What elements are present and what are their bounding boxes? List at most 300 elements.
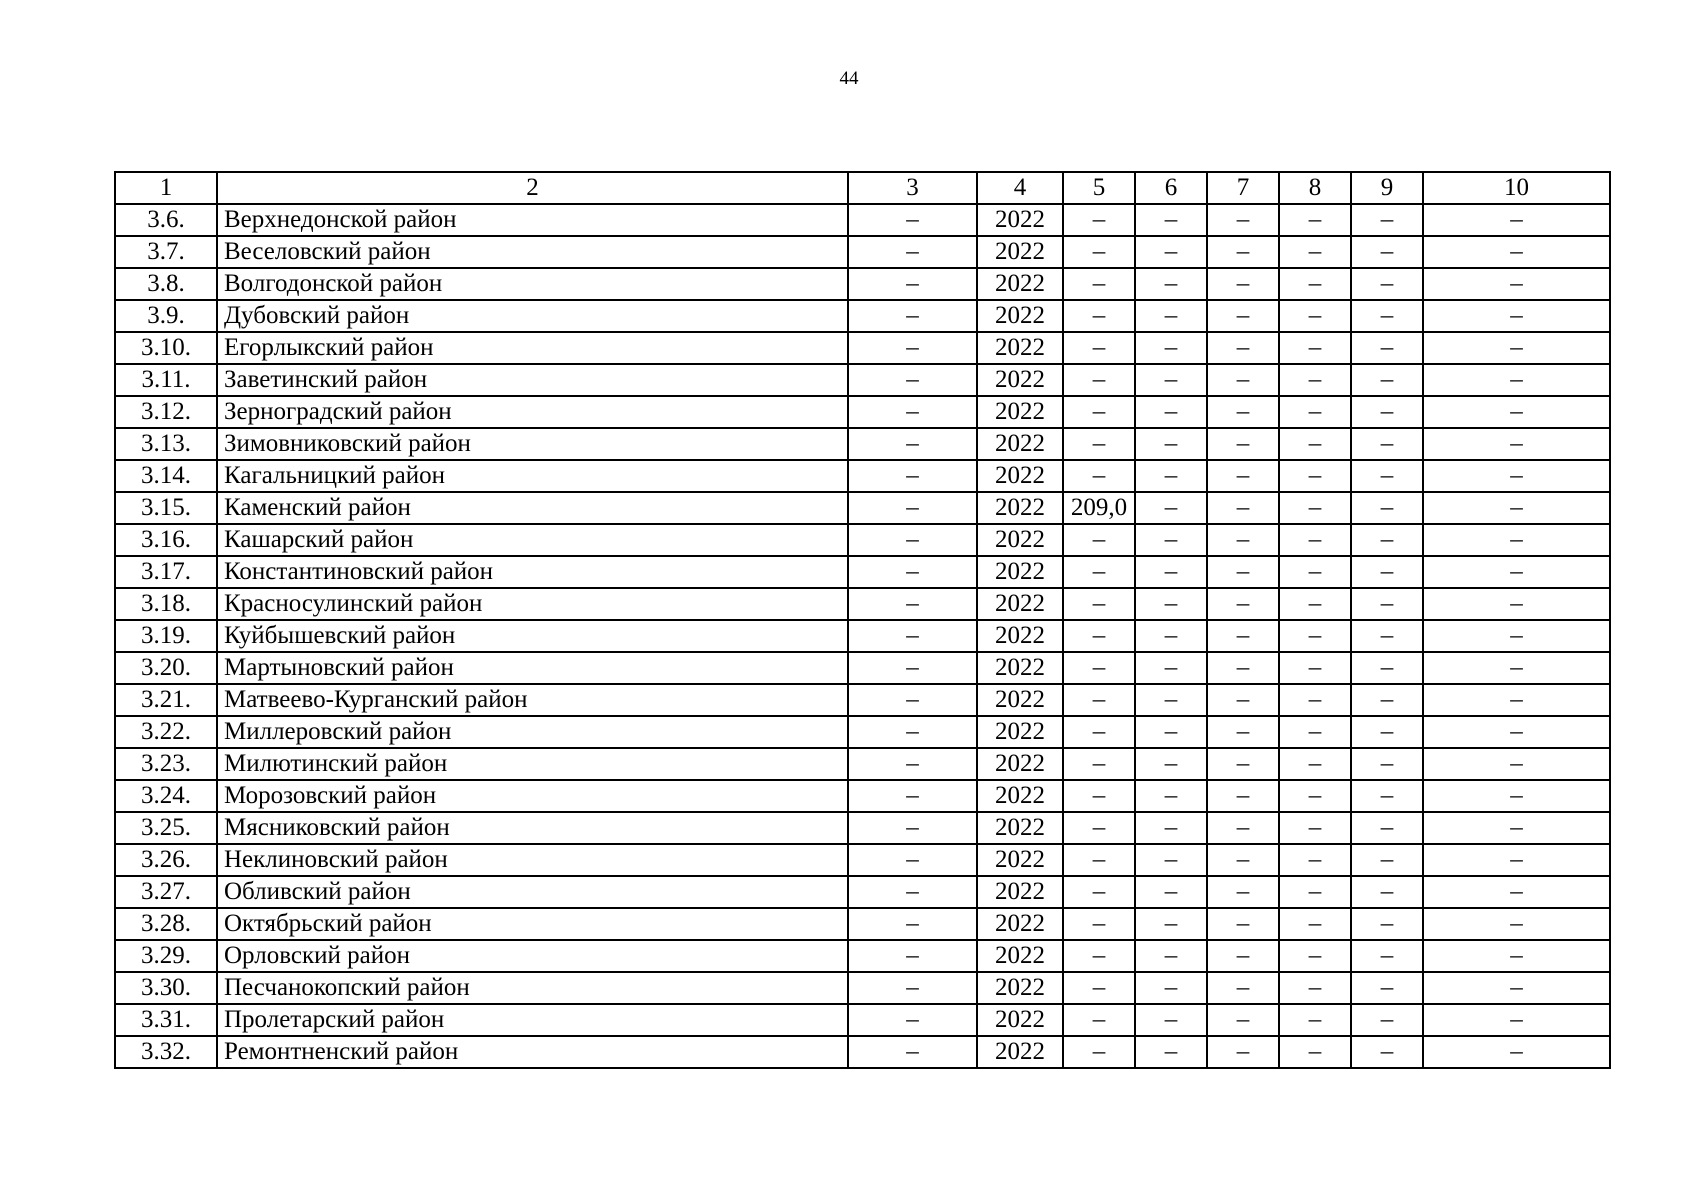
district-name-cell: Константиновский район bbox=[217, 556, 848, 588]
col-8-cell: – bbox=[1279, 844, 1351, 876]
row-number-cell: 3.26. bbox=[115, 844, 217, 876]
col-7-cell: – bbox=[1207, 940, 1279, 972]
col-7-cell: – bbox=[1207, 812, 1279, 844]
col-9-cell: – bbox=[1351, 716, 1423, 748]
table-row bbox=[115, 236, 1610, 268]
col-5-cell: – bbox=[1063, 428, 1135, 460]
row-number-cell: 3.21. bbox=[115, 684, 217, 716]
column-header-2: 2 bbox=[217, 172, 848, 204]
col-7-cell: – bbox=[1207, 748, 1279, 780]
col-8-cell: – bbox=[1279, 876, 1351, 908]
col-6-cell: – bbox=[1135, 876, 1207, 908]
col-10-cell: – bbox=[1423, 1036, 1610, 1068]
col-4-cell: 2022 bbox=[977, 844, 1063, 876]
col-5-cell: – bbox=[1063, 332, 1135, 364]
col-7-cell: – bbox=[1207, 1004, 1279, 1036]
row-number-cell: 3.9. bbox=[115, 300, 217, 332]
col-4-cell: 2022 bbox=[977, 1036, 1063, 1068]
col-3-cell: – bbox=[848, 684, 977, 716]
col-3-cell: – bbox=[848, 588, 977, 620]
col-8-cell: – bbox=[1279, 620, 1351, 652]
col-8-cell: – bbox=[1279, 364, 1351, 396]
district-name-cell: Дубовский район bbox=[217, 300, 848, 332]
column-header-3: 3 bbox=[848, 172, 977, 204]
col-7-cell: – bbox=[1207, 652, 1279, 684]
col-6-cell: – bbox=[1135, 1004, 1207, 1036]
district-name-cell: Веселовский район bbox=[217, 236, 848, 268]
col-10-cell: – bbox=[1423, 748, 1610, 780]
district-name-cell: Красносулинский район bbox=[217, 588, 848, 620]
district-name-cell: Куйбышевский район bbox=[217, 620, 848, 652]
col-10-cell: – bbox=[1423, 940, 1610, 972]
col-6-cell: – bbox=[1135, 268, 1207, 300]
table-row bbox=[115, 428, 1610, 460]
district-name-cell: Мясниковский район bbox=[217, 812, 848, 844]
row-number-cell: 3.32. bbox=[115, 1036, 217, 1068]
col-7-cell: – bbox=[1207, 364, 1279, 396]
row-number-cell: 3.24. bbox=[115, 780, 217, 812]
col-6-cell: – bbox=[1135, 684, 1207, 716]
col-10-cell: – bbox=[1423, 812, 1610, 844]
col-4-cell: 2022 bbox=[977, 204, 1063, 236]
col-7-cell: – bbox=[1207, 460, 1279, 492]
col-6-cell: – bbox=[1135, 812, 1207, 844]
col-4-cell: 2022 bbox=[977, 524, 1063, 556]
col-10-cell: – bbox=[1423, 908, 1610, 940]
col-9-cell: – bbox=[1351, 652, 1423, 684]
table-row bbox=[115, 972, 1610, 1004]
col-5-cell: – bbox=[1063, 620, 1135, 652]
col-3-cell: – bbox=[848, 428, 977, 460]
table-row bbox=[115, 396, 1610, 428]
col-6-cell: – bbox=[1135, 492, 1207, 524]
col-9-cell: – bbox=[1351, 428, 1423, 460]
col-5-cell: – bbox=[1063, 780, 1135, 812]
col-9-cell: – bbox=[1351, 876, 1423, 908]
col-8-cell: – bbox=[1279, 236, 1351, 268]
col-3-cell: – bbox=[848, 204, 977, 236]
column-header-7: 7 bbox=[1207, 172, 1279, 204]
district-name-cell: Орловский район bbox=[217, 940, 848, 972]
data-table bbox=[114, 171, 1611, 1069]
table-row bbox=[115, 780, 1610, 812]
column-header-10: 10 bbox=[1423, 172, 1610, 204]
district-name-cell: Ремонтненский район bbox=[217, 1036, 848, 1068]
col-3-cell: – bbox=[848, 940, 977, 972]
col-3-cell: – bbox=[848, 300, 977, 332]
col-10-cell: – bbox=[1423, 620, 1610, 652]
col-8-cell: – bbox=[1279, 428, 1351, 460]
col-6-cell: – bbox=[1135, 204, 1207, 236]
row-number-cell: 3.12. bbox=[115, 396, 217, 428]
row-number-cell: 3.27. bbox=[115, 876, 217, 908]
district-name-cell: Матвеево-Курганский район bbox=[217, 684, 848, 716]
col-5-cell: – bbox=[1063, 588, 1135, 620]
table-row bbox=[115, 204, 1610, 236]
col-3-cell: – bbox=[848, 748, 977, 780]
column-header-5: 5 bbox=[1063, 172, 1135, 204]
col-5-cell: – bbox=[1063, 652, 1135, 684]
column-header-6: 6 bbox=[1135, 172, 1207, 204]
col-6-cell: – bbox=[1135, 428, 1207, 460]
col-7-cell: – bbox=[1207, 780, 1279, 812]
col-5-cell: – bbox=[1063, 364, 1135, 396]
col-4-cell: 2022 bbox=[977, 492, 1063, 524]
district-name-cell: Волгодонской район bbox=[217, 268, 848, 300]
col-3-cell: – bbox=[848, 620, 977, 652]
col-8-cell: – bbox=[1279, 268, 1351, 300]
column-header-4: 4 bbox=[977, 172, 1063, 204]
table-row bbox=[115, 748, 1610, 780]
col-3-cell: – bbox=[848, 524, 977, 556]
table-row bbox=[115, 684, 1610, 716]
col-4-cell: 2022 bbox=[977, 620, 1063, 652]
col-4-cell: 2022 bbox=[977, 236, 1063, 268]
row-number-cell: 3.7. bbox=[115, 236, 217, 268]
col-6-cell: – bbox=[1135, 972, 1207, 1004]
row-number-cell: 3.23. bbox=[115, 748, 217, 780]
row-number-cell: 3.16. bbox=[115, 524, 217, 556]
col-5-cell: – bbox=[1063, 1036, 1135, 1068]
col-7-cell: – bbox=[1207, 268, 1279, 300]
col-6-cell: – bbox=[1135, 556, 1207, 588]
col-8-cell: – bbox=[1279, 556, 1351, 588]
col-5-cell: – bbox=[1063, 940, 1135, 972]
col-8-cell: – bbox=[1279, 524, 1351, 556]
col-7-cell: – bbox=[1207, 1036, 1279, 1068]
row-number-cell: 3.30. bbox=[115, 972, 217, 1004]
table-header-row bbox=[115, 172, 1610, 204]
row-number-cell: 3.25. bbox=[115, 812, 217, 844]
col-9-cell: – bbox=[1351, 1036, 1423, 1068]
district-name-cell: Кагальницкий район bbox=[217, 460, 848, 492]
col-3-cell: – bbox=[848, 972, 977, 1004]
col-5-cell: – bbox=[1063, 908, 1135, 940]
col-10-cell: – bbox=[1423, 460, 1610, 492]
col-4-cell: 2022 bbox=[977, 300, 1063, 332]
col-7-cell: – bbox=[1207, 844, 1279, 876]
col-6-cell: – bbox=[1135, 236, 1207, 268]
table-row bbox=[115, 1004, 1610, 1036]
col-9-cell: – bbox=[1351, 844, 1423, 876]
col-3-cell: – bbox=[848, 780, 977, 812]
col-8-cell: – bbox=[1279, 1004, 1351, 1036]
col-9-cell: – bbox=[1351, 332, 1423, 364]
col-6-cell: – bbox=[1135, 364, 1207, 396]
table-row bbox=[115, 300, 1610, 332]
district-name-cell: Неклиновский район bbox=[217, 844, 848, 876]
table-row bbox=[115, 588, 1610, 620]
row-number-cell: 3.28. bbox=[115, 908, 217, 940]
col-3-cell: – bbox=[848, 460, 977, 492]
row-number-cell: 3.22. bbox=[115, 716, 217, 748]
col-7-cell: – bbox=[1207, 876, 1279, 908]
table-row bbox=[115, 364, 1610, 396]
col-4-cell: 2022 bbox=[977, 652, 1063, 684]
page-number: 44 bbox=[839, 68, 859, 89]
col-9-cell: – bbox=[1351, 940, 1423, 972]
col-10-cell: – bbox=[1423, 972, 1610, 1004]
col-9-cell: – bbox=[1351, 524, 1423, 556]
table-row bbox=[115, 492, 1610, 524]
col-6-cell: – bbox=[1135, 396, 1207, 428]
col-10-cell: – bbox=[1423, 332, 1610, 364]
col-5-cell: – bbox=[1063, 396, 1135, 428]
col-7-cell: – bbox=[1207, 716, 1279, 748]
col-9-cell: – bbox=[1351, 588, 1423, 620]
col-10-cell: – bbox=[1423, 236, 1610, 268]
col-4-cell: 2022 bbox=[977, 364, 1063, 396]
col-9-cell: – bbox=[1351, 972, 1423, 1004]
col-8-cell: – bbox=[1279, 812, 1351, 844]
col-9-cell: – bbox=[1351, 812, 1423, 844]
col-9-cell: – bbox=[1351, 364, 1423, 396]
table-row bbox=[115, 876, 1610, 908]
col-9-cell: – bbox=[1351, 748, 1423, 780]
col-3-cell: – bbox=[848, 844, 977, 876]
col-3-cell: – bbox=[848, 236, 977, 268]
col-10-cell: – bbox=[1423, 204, 1610, 236]
column-header-1: 1 bbox=[115, 172, 217, 204]
table-body bbox=[115, 172, 1610, 1068]
col-5-cell: – bbox=[1063, 236, 1135, 268]
col-3-cell: – bbox=[848, 716, 977, 748]
col-7-cell: – bbox=[1207, 972, 1279, 1004]
col-6-cell: – bbox=[1135, 844, 1207, 876]
col-5-cell: – bbox=[1063, 1004, 1135, 1036]
col-6-cell: – bbox=[1135, 780, 1207, 812]
col-9-cell: – bbox=[1351, 780, 1423, 812]
district-name-cell: Зимовниковский район bbox=[217, 428, 848, 460]
row-number-cell: 3.6. bbox=[115, 204, 217, 236]
col-3-cell: – bbox=[848, 364, 977, 396]
col-4-cell: 2022 bbox=[977, 460, 1063, 492]
col-3-cell: – bbox=[848, 652, 977, 684]
district-name-cell: Пролетарский район bbox=[217, 1004, 848, 1036]
col-9-cell: – bbox=[1351, 620, 1423, 652]
col-10-cell: – bbox=[1423, 524, 1610, 556]
col-10-cell: – bbox=[1423, 492, 1610, 524]
col-7-cell: – bbox=[1207, 908, 1279, 940]
col-5-cell: – bbox=[1063, 844, 1135, 876]
col-3-cell: – bbox=[848, 908, 977, 940]
district-name-cell: Морозовский район bbox=[217, 780, 848, 812]
col-10-cell: – bbox=[1423, 588, 1610, 620]
col-7-cell: – bbox=[1207, 396, 1279, 428]
table-row bbox=[115, 812, 1610, 844]
district-name-cell: Милютинский район bbox=[217, 748, 848, 780]
col-7-cell: – bbox=[1207, 524, 1279, 556]
district-name-cell: Песчанокопский район bbox=[217, 972, 848, 1004]
col-6-cell: – bbox=[1135, 460, 1207, 492]
row-number-cell: 3.20. bbox=[115, 652, 217, 684]
col-5-cell: – bbox=[1063, 524, 1135, 556]
table-row bbox=[115, 908, 1610, 940]
col-4-cell: 2022 bbox=[977, 268, 1063, 300]
col-6-cell: – bbox=[1135, 716, 1207, 748]
col-8-cell: – bbox=[1279, 972, 1351, 1004]
district-name-cell: Каменский район bbox=[217, 492, 848, 524]
col-4-cell: 2022 bbox=[977, 876, 1063, 908]
col-5-cell: – bbox=[1063, 684, 1135, 716]
col-6-cell: – bbox=[1135, 588, 1207, 620]
col-10-cell: – bbox=[1423, 300, 1610, 332]
col-10-cell: – bbox=[1423, 844, 1610, 876]
col-4-cell: 2022 bbox=[977, 396, 1063, 428]
col-4-cell: 2022 bbox=[977, 684, 1063, 716]
district-name-cell: Октябрьский район bbox=[217, 908, 848, 940]
col-4-cell: 2022 bbox=[977, 588, 1063, 620]
col-7-cell: – bbox=[1207, 204, 1279, 236]
col-4-cell: 2022 bbox=[977, 940, 1063, 972]
col-8-cell: – bbox=[1279, 588, 1351, 620]
col-5-cell: – bbox=[1063, 716, 1135, 748]
col-8-cell: – bbox=[1279, 684, 1351, 716]
col-10-cell: – bbox=[1423, 364, 1610, 396]
table-row bbox=[115, 940, 1610, 972]
col-8-cell: – bbox=[1279, 1036, 1351, 1068]
col-9-cell: – bbox=[1351, 236, 1423, 268]
row-number-cell: 3.31. bbox=[115, 1004, 217, 1036]
col-3-cell: – bbox=[848, 396, 977, 428]
col-7-cell: – bbox=[1207, 492, 1279, 524]
col-3-cell: – bbox=[848, 812, 977, 844]
row-number-cell: 3.15. bbox=[115, 492, 217, 524]
table-row bbox=[115, 844, 1610, 876]
district-name-cell: Зерноградский район bbox=[217, 396, 848, 428]
column-header-9: 9 bbox=[1351, 172, 1423, 204]
col-4-cell: 2022 bbox=[977, 972, 1063, 1004]
row-number-cell: 3.13. bbox=[115, 428, 217, 460]
district-name-cell: Егорлыкский район bbox=[217, 332, 848, 364]
column-header-8: 8 bbox=[1279, 172, 1351, 204]
col-10-cell: – bbox=[1423, 876, 1610, 908]
table-row bbox=[115, 556, 1610, 588]
col-7-cell: – bbox=[1207, 236, 1279, 268]
table-row bbox=[115, 1036, 1610, 1068]
col-5-cell: 209,0 bbox=[1063, 492, 1135, 524]
col-10-cell: – bbox=[1423, 268, 1610, 300]
table-row bbox=[115, 460, 1610, 492]
col-9-cell: – bbox=[1351, 684, 1423, 716]
col-5-cell: – bbox=[1063, 876, 1135, 908]
col-6-cell: – bbox=[1135, 940, 1207, 972]
district-name-cell: Кашарский район bbox=[217, 524, 848, 556]
table-row bbox=[115, 652, 1610, 684]
col-10-cell: – bbox=[1423, 684, 1610, 716]
col-9-cell: – bbox=[1351, 460, 1423, 492]
col-4-cell: 2022 bbox=[977, 332, 1063, 364]
col-10-cell: – bbox=[1423, 652, 1610, 684]
table-row bbox=[115, 524, 1610, 556]
col-7-cell: – bbox=[1207, 332, 1279, 364]
col-10-cell: – bbox=[1423, 556, 1610, 588]
col-7-cell: – bbox=[1207, 684, 1279, 716]
col-7-cell: – bbox=[1207, 300, 1279, 332]
row-number-cell: 3.8. bbox=[115, 268, 217, 300]
district-name-cell: Заветинский район bbox=[217, 364, 848, 396]
col-9-cell: – bbox=[1351, 908, 1423, 940]
col-4-cell: 2022 bbox=[977, 1004, 1063, 1036]
col-10-cell: – bbox=[1423, 716, 1610, 748]
col-6-cell: – bbox=[1135, 1036, 1207, 1068]
district-name-cell: Мартыновский район bbox=[217, 652, 848, 684]
col-10-cell: – bbox=[1423, 780, 1610, 812]
row-number-cell: 3.10. bbox=[115, 332, 217, 364]
row-number-cell: 3.29. bbox=[115, 940, 217, 972]
col-5-cell: – bbox=[1063, 556, 1135, 588]
col-7-cell: – bbox=[1207, 428, 1279, 460]
col-8-cell: – bbox=[1279, 716, 1351, 748]
district-name-cell: Миллеровский район bbox=[217, 716, 848, 748]
col-5-cell: – bbox=[1063, 268, 1135, 300]
col-5-cell: – bbox=[1063, 972, 1135, 1004]
row-number-cell: 3.18. bbox=[115, 588, 217, 620]
col-3-cell: – bbox=[848, 1036, 977, 1068]
col-8-cell: – bbox=[1279, 748, 1351, 780]
col-10-cell: – bbox=[1423, 396, 1610, 428]
district-name-cell: Обливский район bbox=[217, 876, 848, 908]
col-4-cell: 2022 bbox=[977, 716, 1063, 748]
col-8-cell: – bbox=[1279, 652, 1351, 684]
col-3-cell: – bbox=[848, 332, 977, 364]
col-4-cell: 2022 bbox=[977, 748, 1063, 780]
col-4-cell: 2022 bbox=[977, 556, 1063, 588]
col-3-cell: – bbox=[848, 492, 977, 524]
col-8-cell: – bbox=[1279, 940, 1351, 972]
row-number-cell: 3.19. bbox=[115, 620, 217, 652]
col-4-cell: 2022 bbox=[977, 812, 1063, 844]
col-9-cell: – bbox=[1351, 556, 1423, 588]
col-7-cell: – bbox=[1207, 620, 1279, 652]
table-row bbox=[115, 268, 1610, 300]
col-6-cell: – bbox=[1135, 652, 1207, 684]
table-row bbox=[115, 620, 1610, 652]
col-9-cell: – bbox=[1351, 300, 1423, 332]
row-number-cell: 3.14. bbox=[115, 460, 217, 492]
col-9-cell: – bbox=[1351, 396, 1423, 428]
col-5-cell: – bbox=[1063, 204, 1135, 236]
col-9-cell: – bbox=[1351, 268, 1423, 300]
col-5-cell: – bbox=[1063, 812, 1135, 844]
col-8-cell: – bbox=[1279, 492, 1351, 524]
col-7-cell: – bbox=[1207, 588, 1279, 620]
col-5-cell: – bbox=[1063, 748, 1135, 780]
col-5-cell: – bbox=[1063, 460, 1135, 492]
col-6-cell: – bbox=[1135, 908, 1207, 940]
col-8-cell: – bbox=[1279, 300, 1351, 332]
col-8-cell: – bbox=[1279, 204, 1351, 236]
col-8-cell: – bbox=[1279, 908, 1351, 940]
col-10-cell: – bbox=[1423, 428, 1610, 460]
col-9-cell: – bbox=[1351, 1004, 1423, 1036]
col-5-cell: – bbox=[1063, 300, 1135, 332]
col-6-cell: – bbox=[1135, 300, 1207, 332]
col-9-cell: – bbox=[1351, 204, 1423, 236]
col-6-cell: – bbox=[1135, 748, 1207, 780]
col-10-cell: – bbox=[1423, 1004, 1610, 1036]
col-8-cell: – bbox=[1279, 332, 1351, 364]
col-6-cell: – bbox=[1135, 524, 1207, 556]
row-number-cell: 3.17. bbox=[115, 556, 217, 588]
table-row bbox=[115, 332, 1610, 364]
col-9-cell: – bbox=[1351, 492, 1423, 524]
col-4-cell: 2022 bbox=[977, 428, 1063, 460]
row-number-cell: 3.11. bbox=[115, 364, 217, 396]
district-name-cell: Верхнедонской район bbox=[217, 204, 848, 236]
col-7-cell: – bbox=[1207, 556, 1279, 588]
col-6-cell: – bbox=[1135, 332, 1207, 364]
